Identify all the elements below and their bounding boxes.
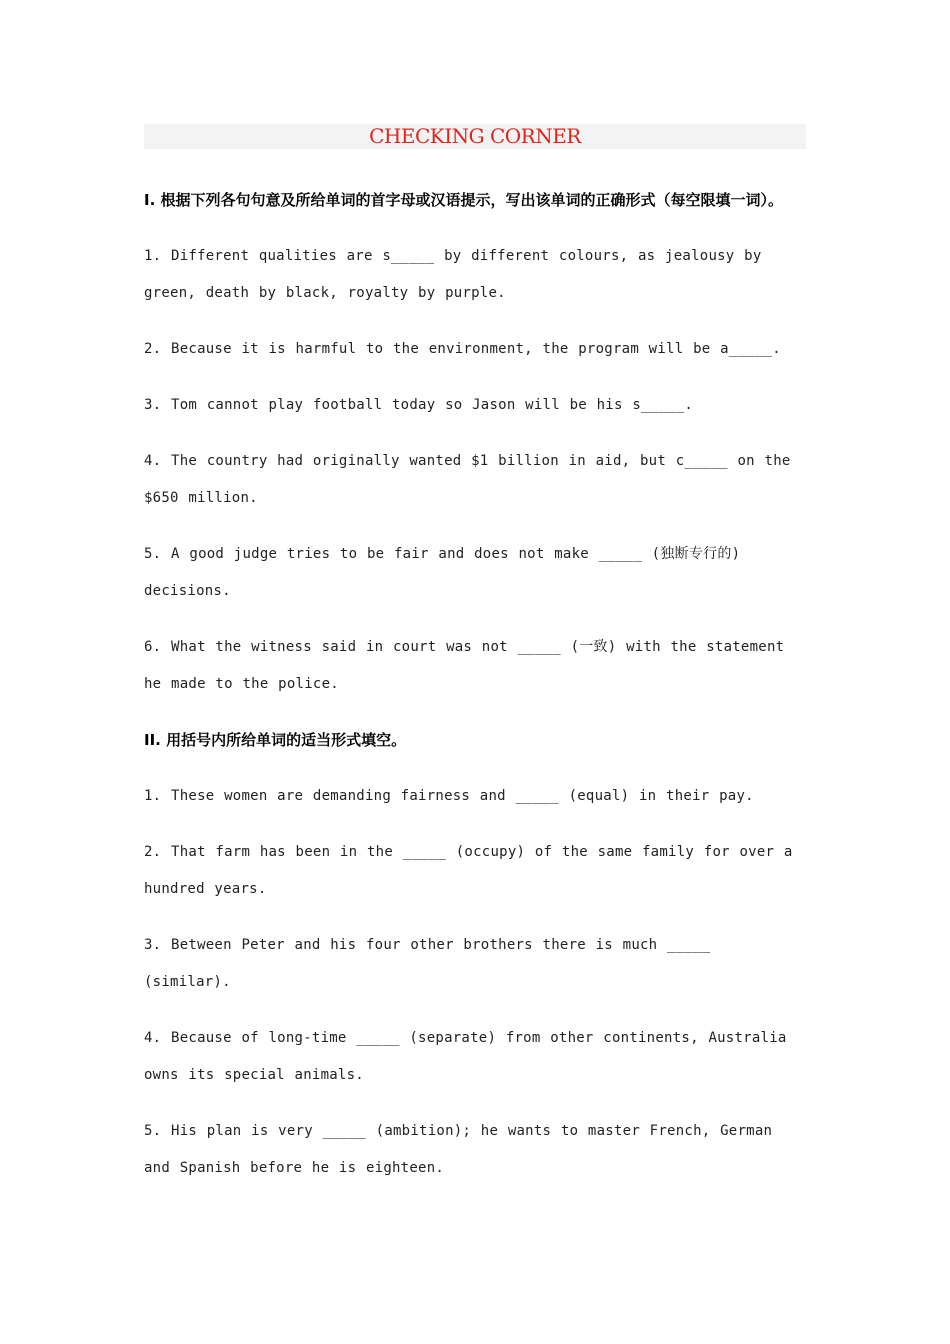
worksheet-page [144, 124, 806, 1187]
section-2-item-2: 2. That farm has been in the _____ (occupy) of the same family for over a hundred years. [144, 844, 793, 897]
section-1-item-5: 5. A good judge tries to be fair and does not make _____ (独断专行的) decisions. [144, 546, 741, 599]
section-2-item-4: 4. Because of long-time _____ (separate) from other continents, Australia owns its special animals. [144, 1030, 787, 1083]
section-2-item-5: 5. His plan is very _____ (ambition); he wants to master French, German and Spanish before he is eighteen. [144, 1123, 773, 1176]
section-1-item-4: 4. The country had originally wanted $1 billion in aid, but c_____ on the $650 million. [144, 453, 791, 506]
section-2-item-1: 1. These women are demanding fairness and _____ (equal) in their pay. [144, 788, 754, 804]
section-1-item-3: 3. Tom cannot play football today so Jason will be his s_____. [144, 397, 694, 413]
section-1-item-6: 6. What the witness said in court was not _____ (一致) with the statement he made to the police. [144, 639, 785, 692]
section-2-heading: II. 用括号内所给单词的适当形式填空。 [144, 731, 407, 749]
section-2-item-3: 3. Between Peter and his four other brothers there is much _____ (similar). [144, 937, 711, 990]
section-1-item-1: 1. Different qualities are s_____ by different colours, as jealousy by green, death by black, royalty by purple. [144, 248, 762, 301]
section-1-heading: I. 根据下列各句句意及所给单词的首字母或汉语提示，写出该单词的正确形式（每空限填一词）。 [144, 191, 784, 209]
worksheet-title: CHECKING CORNER [144, 124, 806, 149]
section-1-item-2: 2. Because it is harmful to the environment, the program will be a_____. [144, 341, 781, 357]
